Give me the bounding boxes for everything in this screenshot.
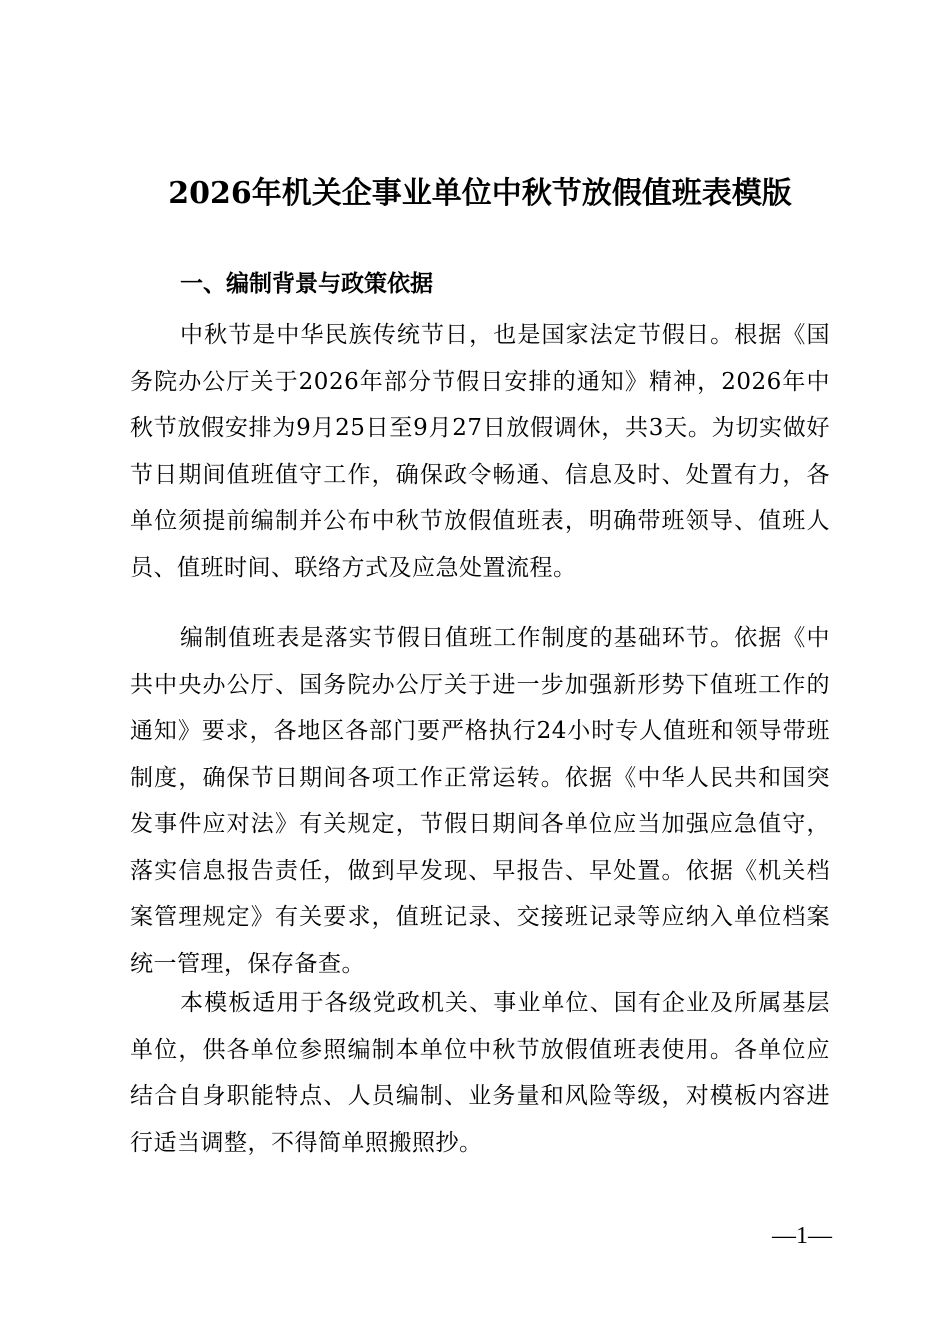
page-number: —1— — [772, 1223, 832, 1249]
body-paragraph-3: 本模板适用于各级党政机关、事业单位、国有企业及所属基层单位，供各单位参照编制本单位中秋节放假值班表使用。各单位应结合自身职能特点、人员编制、业务量和风险等级，对模板内容进行适当调整，不得简单照搬照抄。 — [130, 990, 830, 1156]
document-title: 2026年机关企事业单位中秋节放假值班表模版 — [168, 176, 792, 211]
section-heading: 一、编制背景与政策依据 — [180, 271, 433, 297]
body-paragraph-2: 编制值班表是落实节假日值班工作制度的基础环节。依据《中共中央办公厅、国务院办公厅关于进一步加强新形势下值班工作的通知》要求，各地区各部门要严格执行24小时专人值班和领导带班制度，确保节日期间各项工作正常运转。依据《中华人民共和国突发事件应对法》有关规定，节假日期间各单位应当加强应急值守，落实信息报告责任，做到早发现、早报告、早处置。依据《机关档案管理规定》有关要求，值班记录、交接班记录等应纳入单位档案统一管理，保存备查。 — [130, 625, 830, 977]
body-paragraph-1: 中秋节是中华民族传统节日，也是国家法定节假日。根据《国务院办公厅关于2026年部分节假日安排的通知》精神，2026年中秋节放假安排为9月25日至9月27日放假调休，共3天。为切实做好节日期间值班值守工作，确保政令畅通、信息及时、处置有力，各单位须提前编制并公布中秋节放假值班表，明确带班领导、值班人员、值班时间、联络方式及应急处置流程。 — [130, 322, 830, 581]
